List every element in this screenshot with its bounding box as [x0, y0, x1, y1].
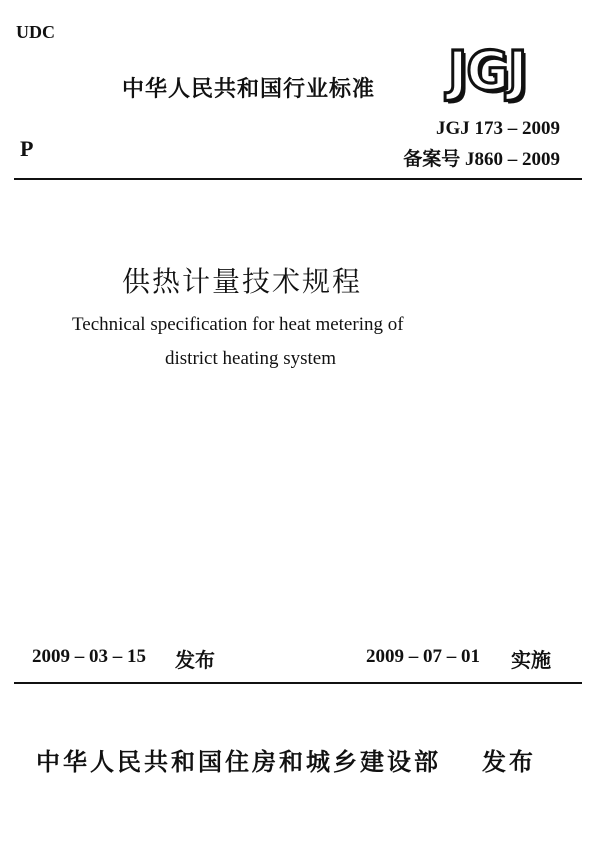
implementation-label: 实施 — [511, 648, 551, 672]
record-number: 备案号 J860 – 2009 — [403, 149, 560, 170]
udc-label: UDC — [16, 22, 55, 42]
bottom-divider — [14, 682, 582, 684]
category-letter: P — [20, 136, 34, 161]
title-english-line2: district heating system — [165, 348, 336, 369]
implementation-date: 2009 – 07 – 01 — [366, 646, 480, 667]
title-english-line1: Technical specification for heat metering of — [72, 314, 404, 335]
standard-number: JGJ 173 – 2009 — [435, 118, 560, 139]
top-divider — [14, 178, 582, 180]
issue-date: 2009 – 03 – 15 — [32, 646, 146, 667]
publisher: 中华人民共和国住房和城乡建设部 — [36, 748, 441, 776]
standard-class: 中华人民共和国行业标准 — [122, 77, 376, 102]
publisher-action: 发布 — [482, 748, 536, 776]
title-chinese: 供热计量技术规程 — [122, 265, 363, 298]
issue-label: 发布 — [175, 648, 215, 672]
jgj-logo: JGJ — [448, 40, 527, 103]
